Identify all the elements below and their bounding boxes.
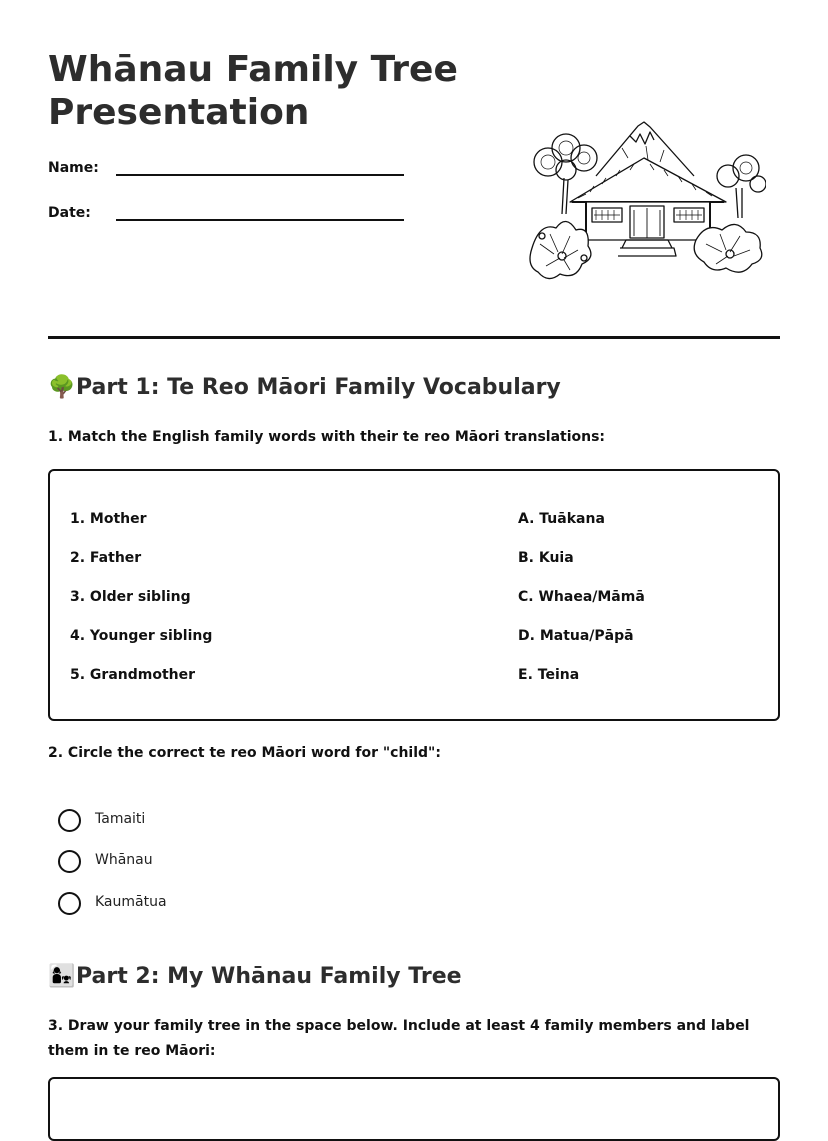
option-label: Tamaiti (95, 811, 146, 827)
maori-word: D. Matua/Pāpā (518, 628, 634, 644)
english-word: 1. Mother (70, 511, 147, 527)
name-field[interactable] (48, 160, 99, 176)
date-field[interactable] (48, 205, 91, 221)
maori-words-column (518, 507, 645, 702)
english-word: 5. Grandmother (70, 667, 196, 683)
drawing-area[interactable] (48, 1077, 780, 1141)
option-label: Whānau (95, 852, 153, 868)
radio-circle[interactable] (58, 850, 81, 873)
date-line[interactable] (116, 219, 404, 221)
name-line[interactable] (116, 174, 404, 176)
question-1: 1. Match the English family words with their te reo Māori translations: (48, 429, 606, 445)
maori-word: C. Whaea/Māmā (518, 589, 645, 605)
part2-heading (48, 963, 462, 991)
english-words-column (70, 507, 212, 702)
option-label: Kaumātua (95, 894, 167, 910)
worksheet-title (48, 48, 488, 134)
maori-word: E. Teina (518, 667, 580, 683)
title-line-2: Presentation (48, 92, 310, 133)
title-line-1: Whānau Family Tree (48, 49, 458, 90)
name-label: Name: (48, 160, 99, 176)
tree-icon: 🌳 (48, 375, 76, 400)
maori-word: A. Tuākana (518, 511, 605, 527)
english-word: 4. Younger sibling (70, 628, 213, 644)
part1-heading-text: Part 1: Te Reo Māori Family Vocabulary (76, 375, 561, 400)
wharenui-illustration (526, 118, 766, 284)
date-label: Date: (48, 205, 91, 221)
radio-circle[interactable] (58, 809, 81, 832)
english-word: 2. Father (70, 550, 142, 566)
part2-heading-text: Part 2: My Whānau Family Tree (76, 964, 462, 989)
maori-word: B. Kuia (518, 550, 574, 566)
part1-heading (48, 374, 561, 402)
matching-box (48, 469, 780, 721)
question-3: 3. Draw your family tree in the space below. Include at least 4 family members and label them in te reo Māori: (48, 1018, 750, 1059)
english-word: 3. Older sibling (70, 589, 191, 605)
family-icon: 👩‍👧 (48, 964, 76, 989)
header-divider (48, 336, 780, 339)
question-2: 2. Circle the correct te reo Māori word for "child": (48, 745, 441, 761)
radio-circle[interactable] (58, 892, 81, 915)
